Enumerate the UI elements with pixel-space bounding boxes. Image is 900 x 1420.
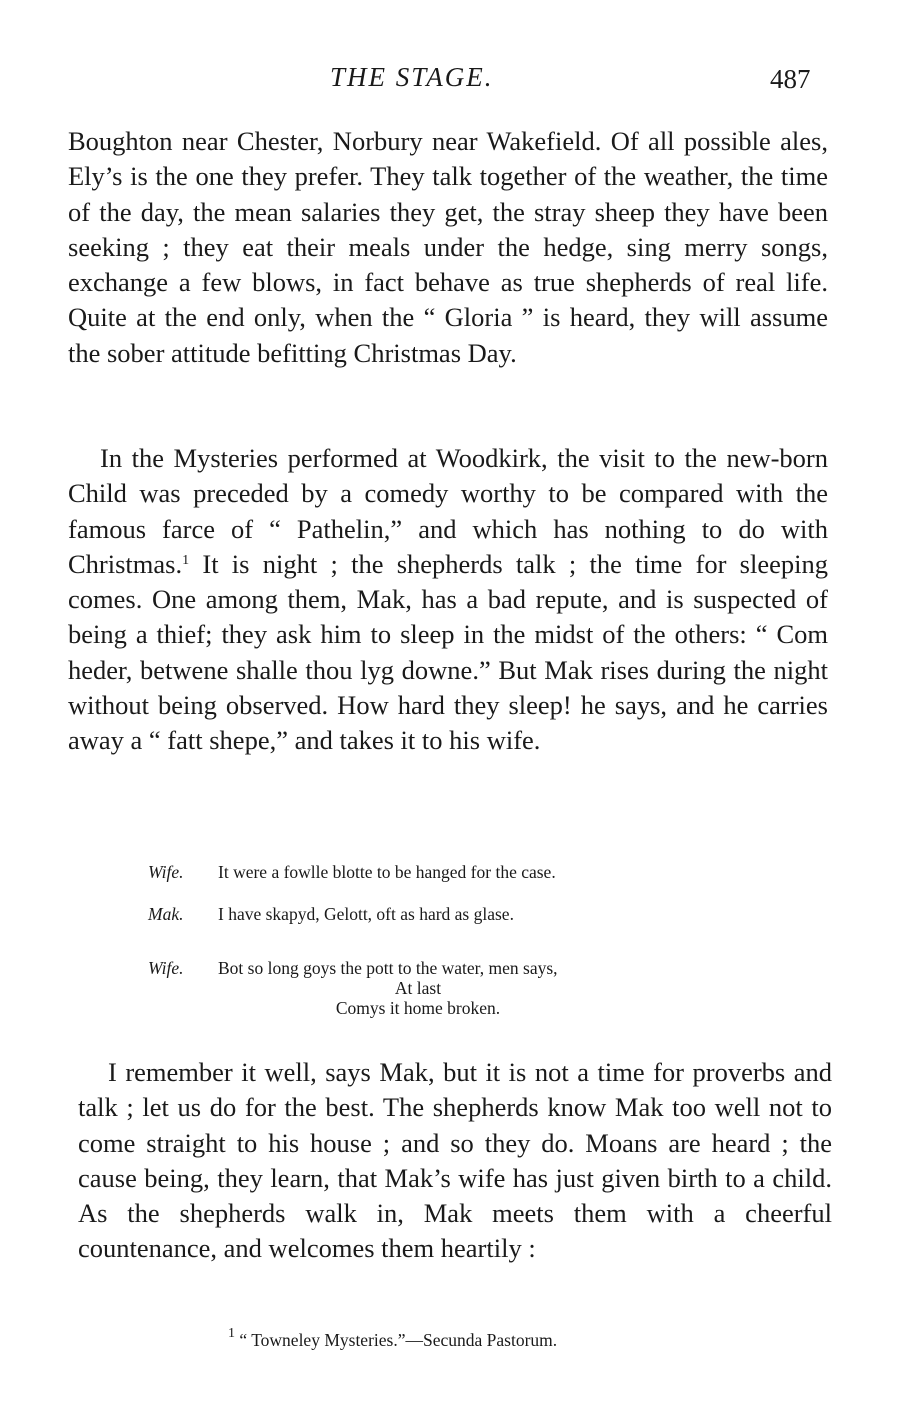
page-number: 487: [770, 64, 811, 94]
footnote: [228, 1326, 558, 1351]
running-title: THE STAGE.: [330, 62, 494, 92]
paragraph-mak-house: I remember it well, says Mak, but it is not a time for proverbs and talk ; let us do for the best. The shepherds know Mak too well not to come straight to his house ; and so they do. Moans are heard ; the cause being, they learn, that Mak’s wife has just given birth to a child. As the shepherds walk in, Mak meets them with a cheerful countenance, and welcomes them heartily :: [78, 1057, 832, 1264]
verse-line: [148, 958, 748, 1018]
paragraph-shepherds-life: Boughton near Chester, Norbury near Wakefield. Of all possible ales, Ely’s is the one they prefer. They talk together of the weather, the time of the day, the mean salaries they get, the stray sheep they have been seeking ; they eat their meals under the hedge, sing merry songs, exchange a few blows, in fact behave as true shepherds of real life. Quite at the end only, when the “ Gloria ” is heard, they will assume the sober attitude befitting Christmas Day.: [68, 126, 828, 368]
verse-continuation: Comys it home broken.: [335, 998, 501, 1018]
verse-speaker: Mak.: [148, 904, 184, 924]
footnote-text: “ Towneley Mysteries.”—Secunda Pastorum.: [235, 1330, 558, 1350]
footnote-mark: 1: [228, 1326, 235, 1341]
verse-text: Bot so long goys the pott to the water, men says,: [218, 958, 558, 978]
footnote-reference: 1: [182, 552, 190, 568]
verse-continuation: At last: [394, 978, 442, 998]
verse-speaker: Wife.: [148, 862, 184, 882]
verse-text: I have skapyd, Gelott, oft as hard as glase.: [218, 904, 514, 924]
verse-line: [148, 862, 748, 882]
paragraph-text-part: In the Mysteries performed at Woodkirk, the visit to the new-born Child was preceded by a comedy worthy to be compared with the famous farce of “ Pathelin,” and which has nothing to do with Christmas.: [68, 443, 828, 579]
paragraph-text-part: It is night ; the shepherds talk ; the time for sleeping comes. One among them, Mak, has a bad repute, and is suspected of being a thief; they ask him to sleep in the midst of the others: “ Com heder, betwene shalle thou lyg downe.” But Mak rises during the night without being observed. How hard they sleep! he says, and he carries away a “ fatt shepe,” and takes it to his wife.: [68, 548, 828, 756]
paragraph-woodkirk-mysteries: [68, 441, 828, 759]
verse-text: It were a fowlle blotte to be hanged for the case.: [218, 862, 556, 882]
verse-line: [148, 904, 748, 924]
verse-speaker: Wife.: [148, 958, 184, 978]
